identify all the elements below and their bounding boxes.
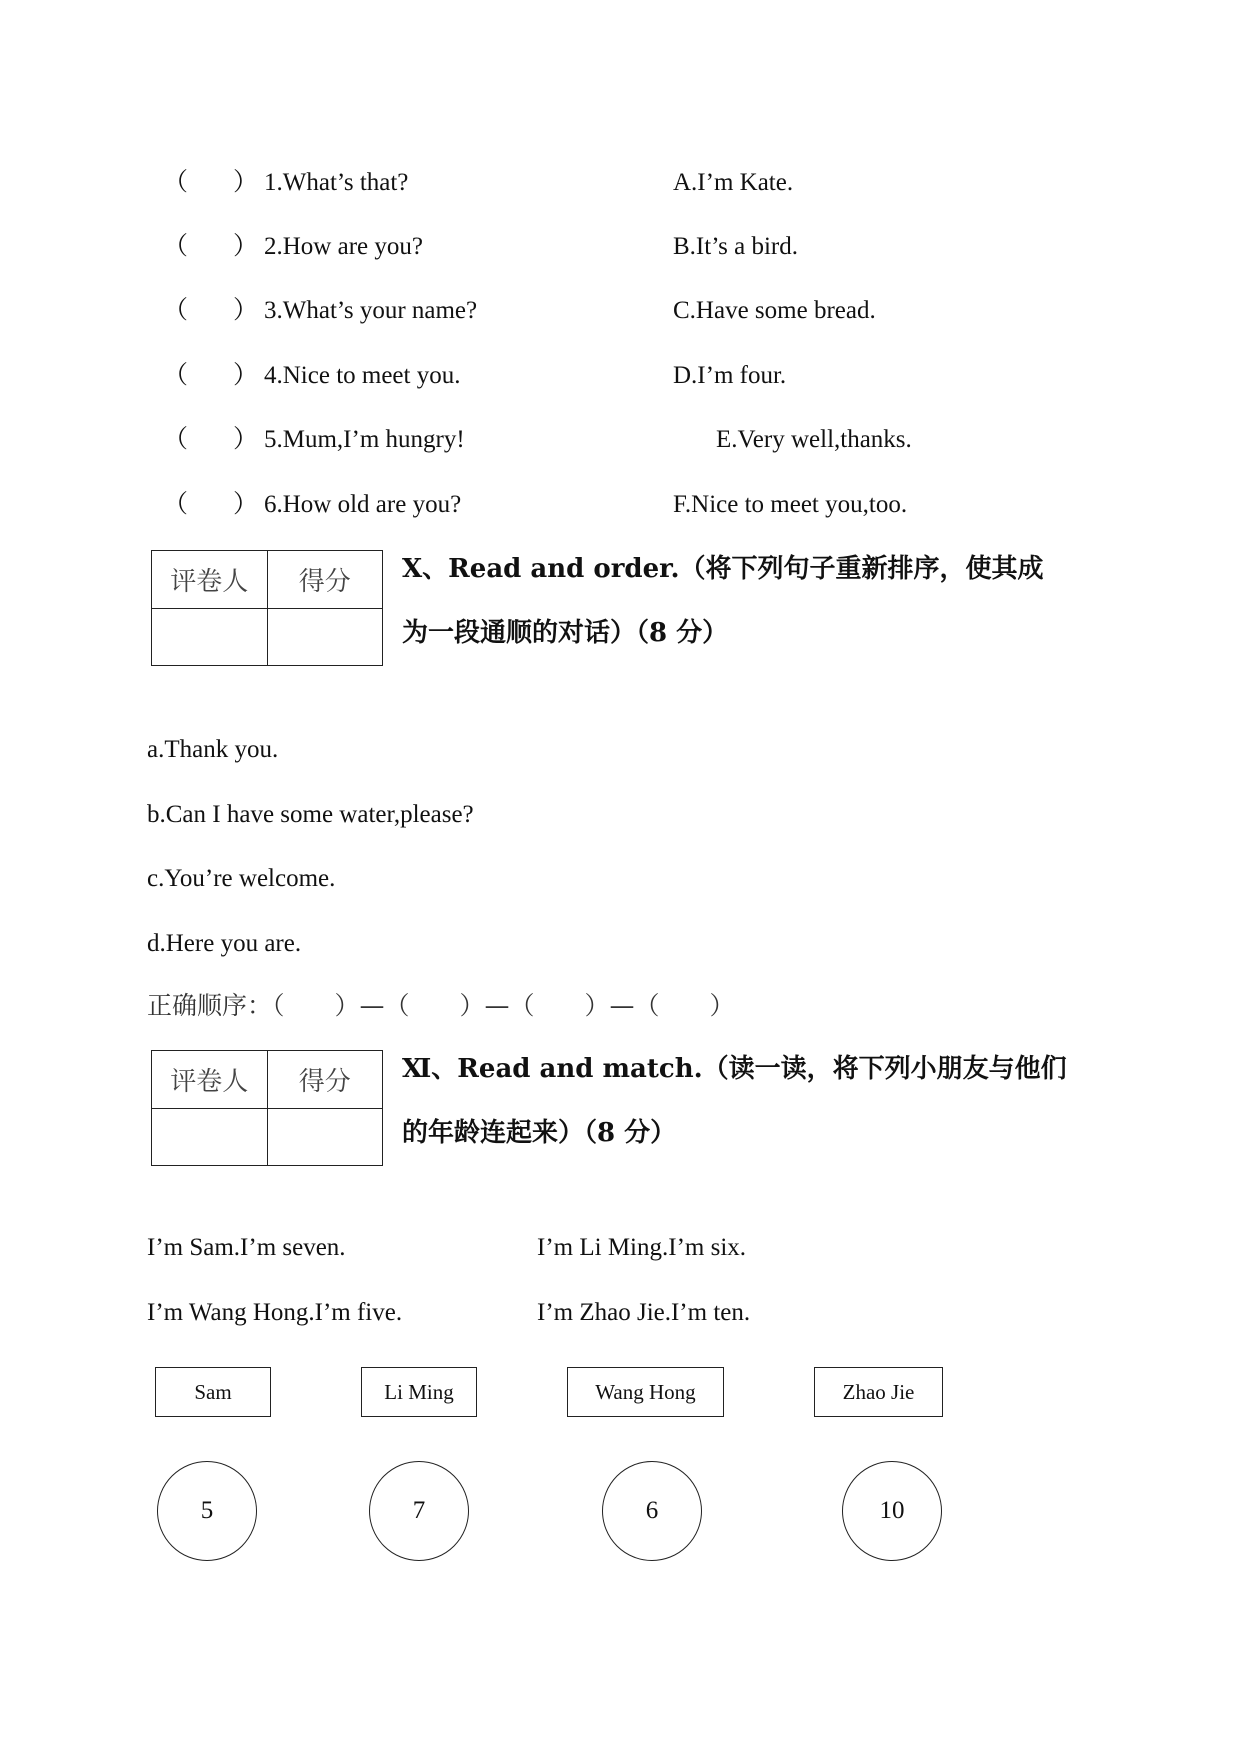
question-text: 4.Nice to meet you. — [264, 362, 461, 389]
answer-paren-open: （ — [163, 169, 189, 196]
answer-option: A.I’m Kate. — [673, 169, 794, 196]
answer-paren-open: （ — [163, 297, 189, 324]
answer-option: E.Very well,thanks. — [716, 426, 912, 453]
grader-label: 评卷人 — [152, 551, 268, 609]
question-text: 5.Mum,I’m hungry! — [264, 426, 465, 453]
name-box-wang-hong[interactable]: Wang Hong — [567, 1367, 724, 1417]
name-box-li-ming[interactable]: Li Ming — [361, 1367, 477, 1417]
answer-paren-close: ） — [233, 362, 259, 389]
age-circle-7[interactable]: 7 — [369, 1461, 469, 1561]
question-text: 3.What’s your name? — [264, 297, 478, 324]
section-xi-heading-line2: 的年龄连起来）（8 分） — [402, 1118, 677, 1148]
kid-statement: I’m Zhao Jie.I’m ten. — [537, 1299, 751, 1326]
age-circle-5[interactable]: 5 — [157, 1461, 257, 1561]
score-label: 得分 — [267, 1051, 383, 1109]
grader-input-cell[interactable] — [152, 608, 268, 666]
answer-paren-open: （ — [163, 491, 189, 518]
question-text: 2.How are you? — [264, 233, 423, 260]
grader-input-cell[interactable] — [152, 1108, 268, 1166]
answer-paren-open: （ — [163, 233, 189, 260]
grader-label: 评卷人 — [152, 1051, 268, 1109]
age-circle-10[interactable]: 10 — [842, 1461, 942, 1561]
answer-paren-close: ） — [233, 491, 259, 518]
kid-statement: I’m Wang Hong.I’m five. — [147, 1299, 403, 1326]
answer-option: F.Nice to meet you,too. — [673, 491, 908, 518]
answer-option: D.I’m four. — [673, 362, 787, 389]
order-sentence: d.Here you are. — [147, 930, 302, 957]
score-input-cell[interactable] — [267, 1108, 383, 1166]
section-x-heading-line1: Ⅹ、Read and order.（将下列句子重新排序，使其成 — [402, 554, 1044, 584]
answer-paren-open: （ — [163, 362, 189, 389]
name-box-zhao-jie[interactable]: Zhao Jie — [814, 1367, 943, 1417]
age-circle-6[interactable]: 6 — [602, 1461, 702, 1561]
answer-option: C.Have some bread. — [673, 297, 876, 324]
answer-paren-open: （ — [163, 426, 189, 453]
question-text: 6.How old are you? — [264, 491, 462, 518]
answer-paren-close: ） — [233, 297, 259, 324]
order-sentence: a.Thank you. — [147, 736, 279, 763]
correct-order-line[interactable]: 正确顺序：（ ）—（ ）—（ ）—（ ） — [147, 991, 735, 1020]
section-xi-heading-line1: Ⅺ、Read and match.（读一读，将下列小朋友与他们 — [402, 1054, 1067, 1084]
score-label: 得分 — [267, 551, 383, 609]
name-box-sam[interactable]: Sam — [155, 1367, 271, 1417]
section-x-heading-line2: 为一段通顺的对话）（8 分） — [402, 618, 729, 648]
answer-paren-close: ） — [233, 169, 259, 196]
score-input-cell[interactable] — [267, 608, 383, 666]
kid-statement: I’m Li Ming.I’m six. — [537, 1234, 747, 1261]
answer-option: B.It’s a bird. — [673, 233, 798, 260]
question-text: 1.What’s that? — [264, 169, 409, 196]
order-sentence: c.You’re welcome. — [147, 865, 336, 892]
order-sentence: b.Can I have some water,please? — [147, 801, 474, 828]
score-table — [151, 1050, 383, 1166]
kid-statement: I’m Sam.I’m seven. — [147, 1234, 346, 1261]
answer-paren-close: ） — [233, 426, 259, 453]
score-table — [151, 550, 383, 666]
answer-paren-close: ） — [233, 233, 259, 260]
